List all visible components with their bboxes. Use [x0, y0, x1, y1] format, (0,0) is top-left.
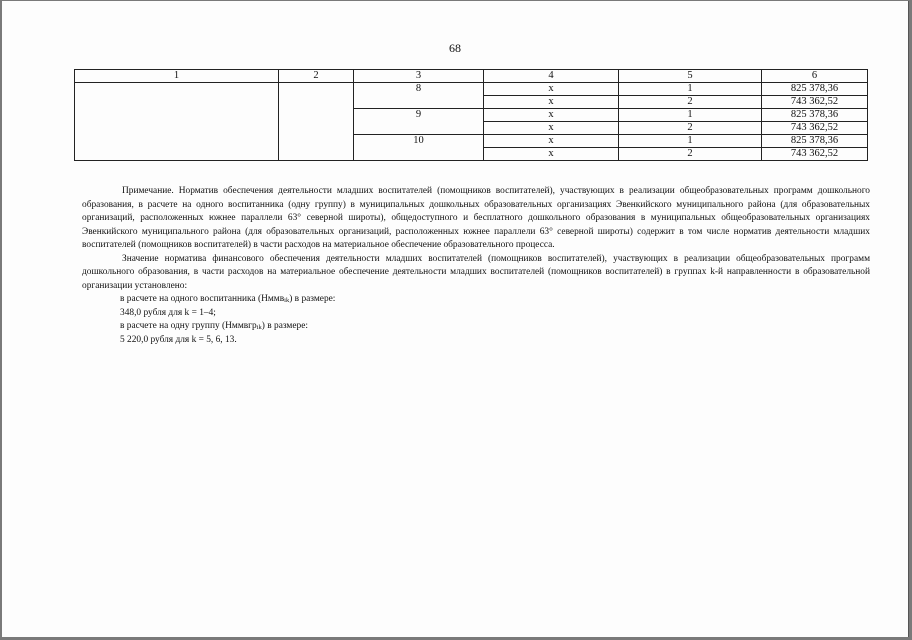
- note-text: в расчете на одну группу (Нммвгр: [120, 321, 257, 331]
- note-paragraph: Примечание. Норматив обеспечения деятельности младших воспитателей (помощников воспитателей), участвующих в реализации общеобразовательных программ дошкольного образования, в расчете на одного воспитанника (одну группу) в муниципальных дошкольных образовательных организациях Эвенкийского муниципального района (для образовательных организаций, расположенных южнее параллели 63° северной широты), общедоступного и бесплатного дошкольного образования в муниципальных общеобразовательных организациях Эвенкийского муниципального района (для образовательных организаций, расположенных южнее параллели 63° северной широты) содержит в том числе норматив деятельности младших воспитателей (помощников воспитателей) в части расходов на материальное обеспечение образовательного процесса.: [82, 186, 870, 250]
- table-cell: х: [484, 83, 619, 96]
- table-cell: 1: [619, 135, 762, 148]
- page-number: 68: [449, 41, 461, 55]
- table-cell: 2: [619, 148, 762, 161]
- table-cell-group: 9: [354, 109, 484, 135]
- note-text: ) в размере:: [261, 321, 308, 331]
- note-text: в расчете на одного воспитанника (Нммв: [120, 294, 285, 304]
- table-cell: х: [484, 109, 619, 122]
- table-header-cell: 4: [484, 70, 619, 83]
- table-cell: х: [484, 148, 619, 161]
- note-paragraph: Значение норматива финансового обеспечения деятельности младших воспитателей (помощников воспитателей), участвующих в реализации общеобразовательных программ дошкольного образования, в части расходов на материальное обеспечение деятельности младших воспитателей (помощников воспитателей) в группах k-й направленности в образовательной организации установлено:: [82, 253, 870, 291]
- table-header-cell: 1: [75, 70, 279, 83]
- note-section: [82, 185, 870, 347]
- note-line-value: 348,0 рубля для k = 1–4;: [120, 307, 216, 318]
- table-header-cell: 5: [619, 70, 762, 83]
- note-line-per-pupil: [82, 293, 870, 307]
- table-cell-value: 825 378,36: [762, 135, 868, 148]
- table-cell-group: 8: [354, 83, 484, 109]
- table-cell-group: 10: [354, 135, 484, 161]
- table-cell: х: [484, 96, 619, 109]
- table-cell-value: 825 378,36: [762, 83, 868, 96]
- document-page: [2, 1, 909, 637]
- table-cell-value: 825 378,36: [762, 109, 868, 122]
- note-line-per-group: [82, 320, 870, 334]
- note-text: ) в размере:: [289, 294, 336, 304]
- table-cell-value: 743 362,52: [762, 148, 868, 161]
- table-cell-value: 743 362,52: [762, 122, 868, 135]
- table-header-cell: 2: [279, 70, 354, 83]
- table-cell: 1: [619, 109, 762, 122]
- note-subscript: ik: [256, 324, 262, 331]
- table-cell: 2: [619, 96, 762, 109]
- note-subscript: ik: [284, 297, 290, 304]
- table-cell: 1: [619, 83, 762, 96]
- table-cell-value: 743 362,52: [762, 96, 868, 109]
- table-header-cell: 3: [354, 70, 484, 83]
- table-cell-empty: [75, 83, 279, 161]
- table-cell-empty: [279, 83, 354, 161]
- table-header-cell: 6: [762, 70, 868, 83]
- table-header-row: [75, 70, 868, 83]
- note-line-value: 5 220,0 рубля для k = 5, 6, 13.: [120, 334, 237, 345]
- table-cell: х: [484, 135, 619, 148]
- normative-table: [74, 69, 868, 161]
- table-cell: 2: [619, 122, 762, 135]
- table-cell: х: [484, 122, 619, 135]
- table-row: [75, 83, 868, 96]
